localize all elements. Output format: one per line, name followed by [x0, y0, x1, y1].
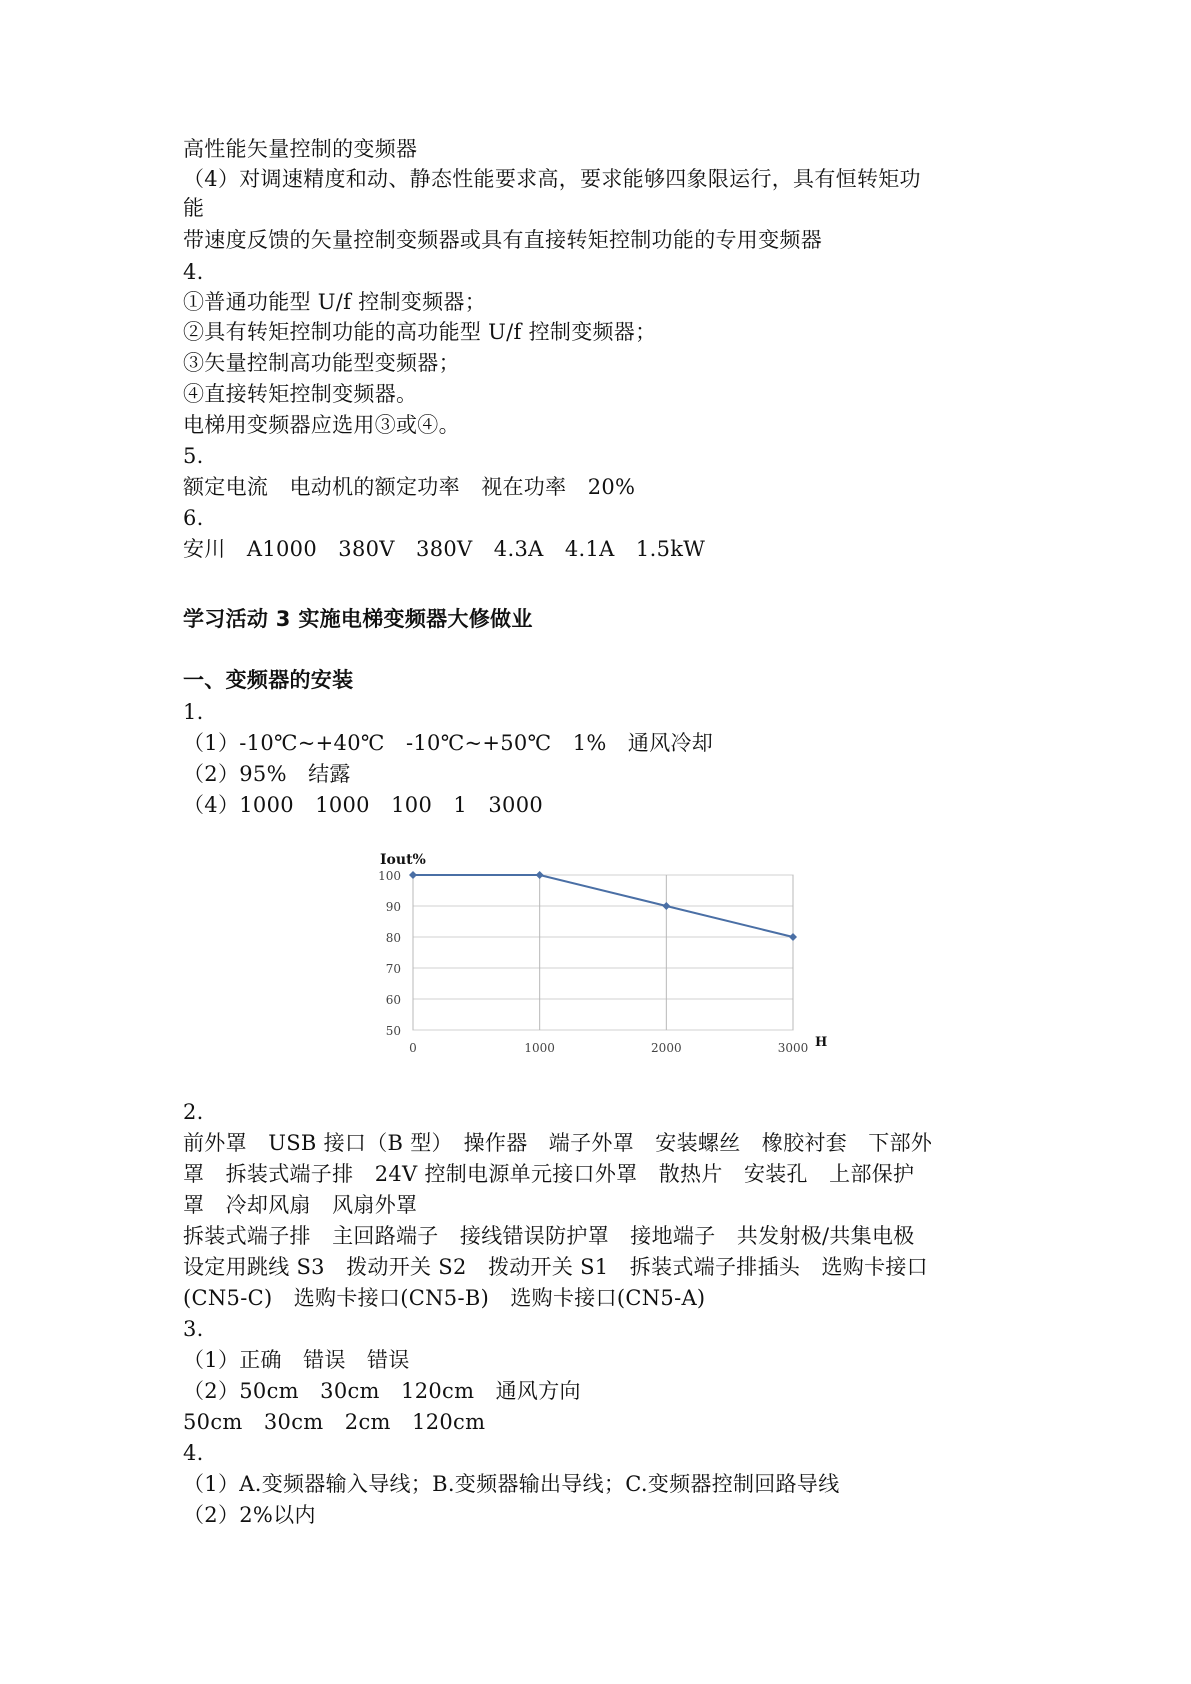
text-line: 安川 A1000 380V 380V 4.3A 4.1A 1.5kW [183, 537, 706, 561]
text-line: 2. [183, 1100, 204, 1124]
y-tick-label: 100 [378, 869, 401, 883]
text-line: （4）对调速精度和动、静态性能要求高，要求能够四象限运行，具有恒转矩功 [183, 167, 921, 191]
y-tick-label: 60 [385, 993, 401, 1007]
text-line: 前外罩 USB 接口（B 型） 操作器 端子外罩 安装螺丝 橡胶衬套 下部外 [183, 1131, 933, 1155]
text-line: 电梯用变频器应选用③或④。 [183, 413, 460, 437]
data-point [789, 933, 797, 941]
y-tick-labels [378, 869, 401, 1038]
text-line: ④直接转矩控制变频器。 [183, 382, 418, 406]
activity-heading: 学习活动 3 实施电梯变频器大修做业 [183, 607, 533, 631]
text-line: 额定电流 电动机的额定功率 视在功率 20% [183, 475, 636, 499]
text-line: 设定用跳线 S3 拨动开关 S2 拨动开关 S1 拆装式端子排插头 选购卡接口 [183, 1255, 928, 1279]
data-point [662, 902, 670, 910]
y-tick-label: 90 [385, 900, 401, 914]
text-line: ②具有转矩控制功能的高功能型 U/f 控制变频器； [183, 320, 657, 344]
x-tick-label: 0 [409, 1041, 417, 1055]
text-line: 能 [183, 196, 205, 220]
x-tick-label: 3000 [777, 1041, 809, 1055]
text-line: 罩 冷却风扇 风扇外罩 [183, 1193, 418, 1217]
text-line: 4. [183, 1441, 204, 1465]
text-line: 1. [183, 700, 204, 724]
text-line: （2）2%以内 [183, 1503, 316, 1527]
text-line: 拆装式端子排 主回路端子 接线错误防护罩 接地端子 共发射极/共集电极 [183, 1224, 915, 1248]
y-tick-label: 50 [385, 1024, 401, 1038]
text-line: （1）正确 错误 错误 [183, 1348, 410, 1372]
chart-grid [413, 875, 793, 1030]
section-heading: 一、变频器的安装 [183, 668, 354, 692]
text-line: 4. [183, 260, 204, 284]
text-line: 3. [183, 1317, 204, 1341]
y-tick-label: 70 [385, 962, 401, 976]
plot-frame [413, 875, 793, 1030]
text-line: ③矢量控制高功能型变频器； [183, 351, 460, 375]
text-line: ①普通功能型 U/f 控制变频器； [183, 290, 486, 314]
x-tick-label: 1000 [524, 1041, 555, 1055]
text-line: 罩 拆装式端子排 24V 控制电源单元接口外罩 散热片 安装孔 上部保护 [183, 1162, 915, 1186]
y-axis-label: Iout% [380, 852, 426, 868]
text-line: 6. [183, 506, 204, 530]
text-line: 5. [183, 444, 204, 468]
text-line: （2）95% 结露 [183, 762, 351, 786]
text-line: 高性能矢量控制的变频器 [183, 137, 418, 161]
derating-chart [368, 850, 828, 1075]
text-line: 带速度反馈的矢量控制变频器或具有直接转矩控制功能的专用变频器 [183, 228, 822, 252]
data-point [536, 871, 544, 879]
x-tick-label: 2000 [651, 1041, 682, 1055]
x-axis-label: H [815, 1035, 828, 1050]
text-line: （4）1000 1000 100 1 3000 [183, 793, 544, 817]
data-point [409, 871, 417, 879]
text-line: （1）-10℃~+40℃ -10℃~+50℃ 1% 通风冷却 [183, 731, 714, 755]
x-tick-labels [409, 1041, 808, 1055]
text-line: （1）A.变频器输入导线；B.变频器输出导线；C.变频器控制回路导线 [183, 1472, 840, 1496]
y-tick-label: 80 [385, 931, 401, 945]
text-line: 50cm 30cm 2cm 120cm [183, 1410, 486, 1434]
text-line: (CN5-C) 选购卡接口(CN5-B) 选购卡接口(CN5-A) [183, 1286, 706, 1310]
text-line: （2）50cm 30cm 120cm 通风方向 [183, 1379, 581, 1403]
